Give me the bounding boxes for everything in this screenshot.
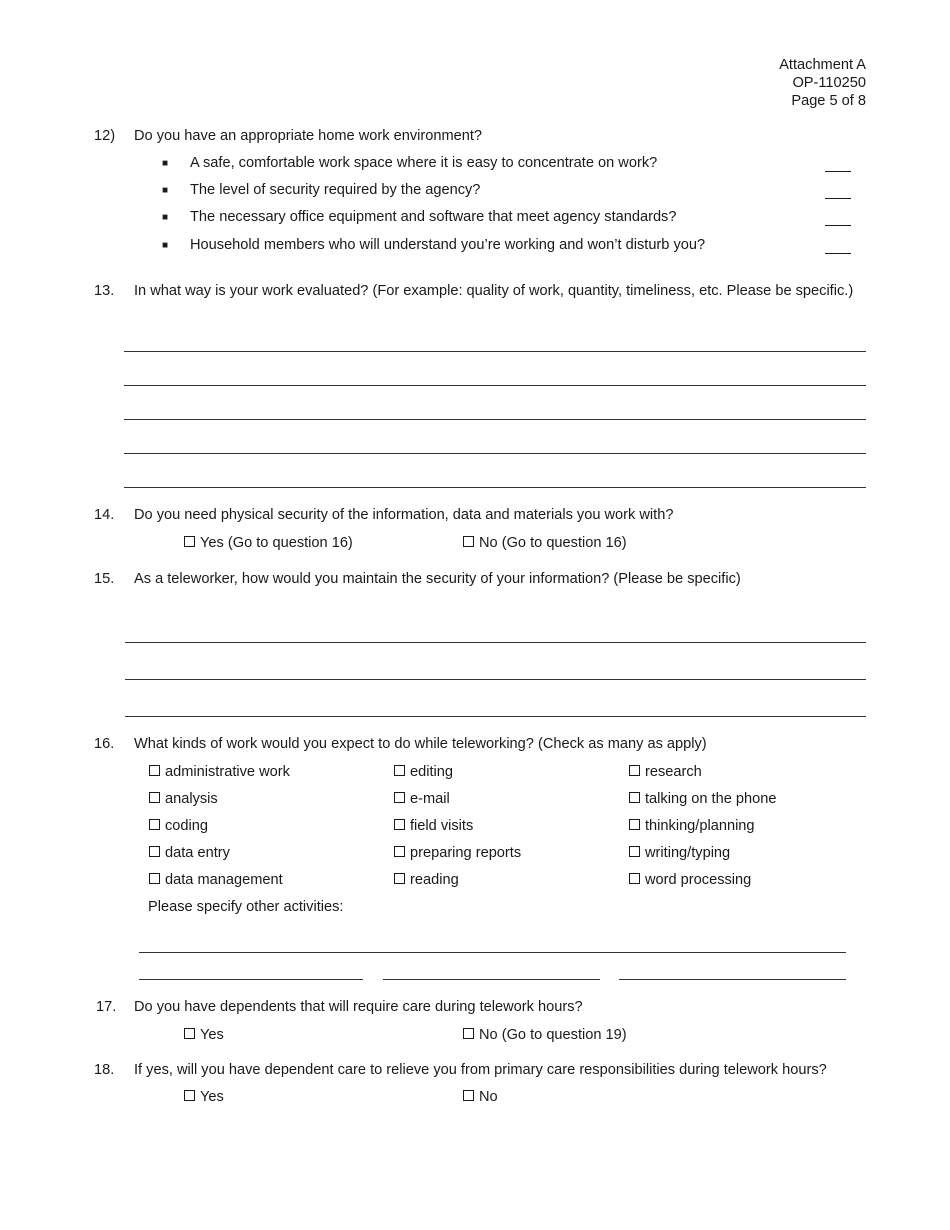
header-attachment: Attachment A xyxy=(779,57,866,73)
q16-other-line-2[interactable] xyxy=(139,979,363,980)
checkbox-icon[interactable] xyxy=(149,819,160,830)
checkbox-icon[interactable] xyxy=(629,873,640,884)
bullet-icon: ■ xyxy=(162,240,169,251)
q18-yes-option[interactable] xyxy=(184,1089,224,1105)
q16-other-line-3[interactable] xyxy=(383,979,600,980)
q12-item-3-blank[interactable] xyxy=(825,225,851,226)
q16-option-writing-typing[interactable]: writing/typing xyxy=(629,845,730,861)
q12-item-2: The level of security required by the agency? xyxy=(190,182,481,198)
q16-other-line-1[interactable] xyxy=(139,952,846,953)
checkbox-icon[interactable] xyxy=(184,1028,195,1039)
q12-item-1-blank[interactable] xyxy=(825,171,851,172)
q15-answer-line-1[interactable] xyxy=(125,642,866,643)
q18-number: 18. xyxy=(94,1062,115,1078)
q12-text: Do you have an appropriate home work environment? xyxy=(134,128,483,144)
q16-option-thinking-planning[interactable]: thinking/planning xyxy=(629,818,755,834)
checkbox-icon[interactable] xyxy=(463,1090,474,1101)
bullet-icon: ■ xyxy=(162,185,169,196)
q16-option-field-visits[interactable]: field visits xyxy=(394,818,473,834)
checkbox-icon[interactable] xyxy=(629,792,640,803)
checkbox-icon[interactable] xyxy=(184,1090,195,1101)
q15-text: As a teleworker, how would you maintain the security of your information? (Please be specific) xyxy=(134,571,741,587)
header-doc-number: OP-110250 xyxy=(792,75,866,91)
q18-no-option[interactable] xyxy=(463,1089,498,1105)
q16-text: What kinds of work would you expect to do while teleworking? (Check as many as apply) xyxy=(134,736,707,752)
q12-number: 12) xyxy=(94,128,116,144)
q12-item-3: The necessary office equipment and software that meet agency standards? xyxy=(190,209,677,225)
checkbox-icon[interactable] xyxy=(149,873,160,884)
checkbox-icon[interactable] xyxy=(394,846,405,857)
q13-answer-line-3[interactable] xyxy=(124,419,866,420)
q15-answer-line-2[interactable] xyxy=(125,679,866,680)
checkbox-icon[interactable] xyxy=(629,765,640,776)
checkbox-icon[interactable] xyxy=(629,846,640,857)
q16-option-e-mail[interactable]: e-mail xyxy=(394,791,450,807)
q13-answer-line-5[interactable] xyxy=(124,487,866,488)
q16-option-analysis[interactable]: analysis xyxy=(149,791,218,807)
checkbox-icon[interactable] xyxy=(394,792,405,803)
q18-no-label: No xyxy=(479,1089,498,1105)
checkbox-icon[interactable] xyxy=(463,1028,474,1039)
q16-option-administrative-work[interactable]: administrative work xyxy=(149,764,290,780)
checkbox-icon[interactable] xyxy=(394,819,405,830)
q14-number: 14. xyxy=(94,507,115,523)
bullet-icon: ■ xyxy=(162,158,169,169)
q14-text: Do you need physical security of the information, data and materials you work with? xyxy=(134,507,674,523)
header-page-number: Page 5 of 8 xyxy=(791,93,866,109)
q17-yes-option[interactable] xyxy=(184,1027,224,1043)
q13-number: 13. xyxy=(94,283,115,299)
checkbox-icon[interactable] xyxy=(149,792,160,803)
q16-other-label: Please specify other activities: xyxy=(148,899,344,915)
q16-other-line-4[interactable] xyxy=(619,979,846,980)
checkbox-icon[interactable] xyxy=(394,873,405,884)
q16-option-word-processing[interactable]: word processing xyxy=(629,872,751,888)
checkbox-icon[interactable] xyxy=(394,765,405,776)
bullet-icon: ■ xyxy=(162,212,169,223)
q16-number: 16. xyxy=(94,736,115,752)
q17-no-label: No (Go to question 19) xyxy=(479,1027,627,1043)
q17-no-option[interactable] xyxy=(463,1027,627,1043)
q13-text: In what way is your work evaluated? (For example: quality of work, quantity, timeliness, etc. Please be specific.) xyxy=(134,283,854,299)
q15-answer-line-3[interactable] xyxy=(125,716,866,717)
q12-item-4-blank[interactable] xyxy=(825,253,851,254)
checkbox-icon[interactable] xyxy=(149,846,160,857)
q16-option-research[interactable]: research xyxy=(629,764,702,780)
q14-yes-label: Yes (Go to question 16) xyxy=(200,535,353,551)
q16-option-talking-on-the-phone[interactable]: talking on the phone xyxy=(629,791,776,807)
q18-text: If yes, will you have dependent care to relieve you from primary care responsibilities during telework hours? xyxy=(134,1062,827,1078)
q16-option-reading[interactable]: reading xyxy=(394,872,459,888)
q17-number: 17. xyxy=(96,999,117,1015)
q16-option-coding[interactable]: coding xyxy=(149,818,208,834)
q14-yes-option[interactable] xyxy=(184,535,353,551)
q13-answer-line-1[interactable] xyxy=(124,351,866,352)
q12-item-1: A safe, comfortable work space where it is easy to concentrate on work? xyxy=(190,155,658,171)
q12-item-2-blank[interactable] xyxy=(825,198,851,199)
checkbox-icon[interactable] xyxy=(463,536,474,547)
checkbox-icon[interactable] xyxy=(629,819,640,830)
q12-item-4: Household members who will understand you’re working and won’t disturb you? xyxy=(190,237,706,253)
checkbox-icon[interactable] xyxy=(149,765,160,776)
checkbox-icon[interactable] xyxy=(184,536,195,547)
q13-answer-line-2[interactable] xyxy=(124,385,866,386)
q14-no-label: No (Go to question 16) xyxy=(479,535,627,551)
q16-option-data-management[interactable]: data management xyxy=(149,872,283,888)
q14-no-option[interactable] xyxy=(463,535,627,551)
q17-text: Do you have dependents that will require care during telework hours? xyxy=(134,999,583,1015)
q16-option-preparing-reports[interactable]: preparing reports xyxy=(394,845,521,861)
q13-answer-line-4[interactable] xyxy=(124,453,866,454)
q18-yes-label: Yes xyxy=(200,1089,224,1105)
q16-option-editing[interactable]: editing xyxy=(394,764,453,780)
q15-number: 15. xyxy=(94,571,115,587)
q17-yes-label: Yes xyxy=(200,1027,224,1043)
q16-option-data-entry[interactable]: data entry xyxy=(149,845,230,861)
